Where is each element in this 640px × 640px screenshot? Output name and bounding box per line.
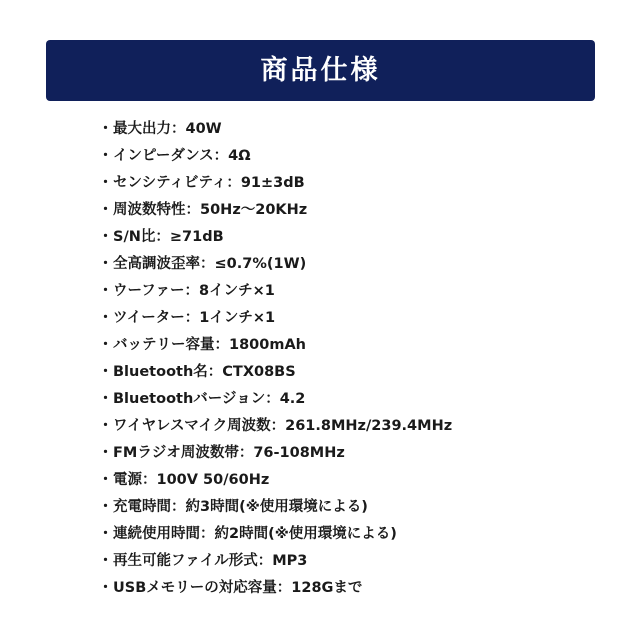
spec-text: Bluetoothバージョン：4.2 — [113, 391, 306, 407]
bullet: ・ — [98, 310, 113, 326]
page-title: 商品仕様 — [260, 55, 381, 86]
bullet: ・ — [98, 229, 113, 245]
spec-text: 電源：100V 50/60Hz — [113, 472, 270, 488]
bullet: ・ — [98, 526, 113, 542]
bullet: ・ — [98, 391, 113, 407]
spec-item — [98, 330, 452, 357]
bullet: ・ — [98, 445, 113, 461]
spec-item — [98, 276, 452, 303]
spec-item — [98, 222, 452, 249]
spec-text: Bluetooth名：CTX08BS — [113, 364, 296, 380]
spec-item — [98, 141, 452, 168]
spec-text: 充電時間：約3時間(※使用環境による) — [113, 499, 368, 515]
spec-item — [98, 573, 452, 600]
bullet: ・ — [98, 553, 113, 569]
bullet: ・ — [98, 202, 113, 218]
spec-text: インピーダンス：4Ω — [113, 148, 251, 164]
spec-text: ツイーター：1インチ×1 — [113, 310, 276, 326]
spec-item — [98, 411, 452, 438]
spec-item — [98, 492, 452, 519]
spec-text: USBメモリーの対応容量：128Gまで — [113, 580, 363, 596]
bullet: ・ — [98, 256, 113, 272]
spec-text: ウーファー：8インチ×1 — [113, 283, 275, 299]
spec-item — [98, 249, 452, 276]
bullet: ・ — [98, 175, 113, 191]
header-banner — [46, 40, 595, 101]
bullet: ・ — [98, 580, 113, 596]
spec-text: 周波数特性：50Hz〜20KHz — [113, 202, 308, 218]
bullet: ・ — [98, 364, 113, 380]
bullet: ・ — [98, 148, 113, 164]
spec-item — [98, 465, 452, 492]
spec-item — [98, 384, 452, 411]
bullet: ・ — [98, 472, 113, 488]
spec-item — [98, 546, 452, 573]
spec-item — [98, 114, 452, 141]
spec-text: センシティビティ：91±3dB — [113, 175, 305, 191]
spec-item — [98, 357, 452, 384]
spec-text: 再生可能ファイル形式：MP3 — [113, 553, 308, 569]
bullet: ・ — [98, 283, 113, 299]
spec-item — [98, 195, 452, 222]
spec-text: バッテリー容量：1800mAh — [113, 337, 307, 353]
spec-text: S/N比：≥71dB — [113, 229, 224, 245]
spec-text: 全高調波歪率：≤0.7%(1W) — [113, 256, 307, 272]
spec-item — [98, 303, 452, 330]
spec-text: 最大出力：40W — [113, 121, 222, 137]
spec-item — [98, 519, 452, 546]
bullet: ・ — [98, 121, 113, 137]
spec-text: FMラジオ周波数帯：76-108MHz — [113, 445, 345, 461]
spec-list — [98, 114, 452, 600]
bullet: ・ — [98, 337, 113, 353]
bullet: ・ — [98, 499, 113, 515]
spec-text: ワイヤレスマイク周波数：261.8MHz/239.4MHz — [113, 418, 453, 434]
spec-item — [98, 438, 452, 465]
bullet: ・ — [98, 418, 113, 434]
spec-text: 連続使用時間：約2時間(※使用環境による) — [113, 526, 397, 542]
spec-item — [98, 168, 452, 195]
